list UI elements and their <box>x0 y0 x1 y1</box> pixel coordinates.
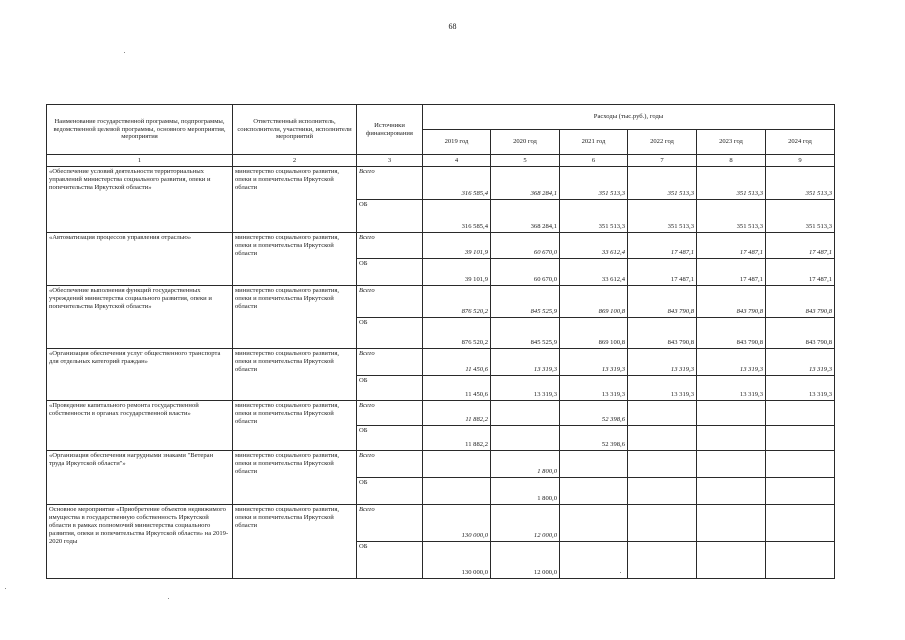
ob-value: 52 398,6 <box>560 426 628 451</box>
column-number: 5 <box>491 155 560 167</box>
total-value: 13 319,3 <box>628 349 697 376</box>
ob-value: 13 319,3 <box>491 376 560 401</box>
source-ob-label: ОБ <box>357 200 423 233</box>
ob-value: 33 612,4 <box>560 259 628 286</box>
ob-value: 11 882,2 <box>423 426 491 451</box>
column-number: 2 <box>233 155 357 167</box>
source-total-label: Всего <box>357 451 423 478</box>
ob-value <box>697 542 766 579</box>
total-value: 368 284,1 <box>491 167 560 200</box>
column-number: 4 <box>423 155 491 167</box>
ob-value: 843 790,8 <box>766 318 835 349</box>
total-value <box>628 451 697 478</box>
header-year: 2019 год <box>423 130 491 155</box>
column-number: 6 <box>560 155 628 167</box>
total-value: 876 520,2 <box>423 286 491 318</box>
total-value: 351 513,3 <box>628 167 697 200</box>
ob-value <box>628 478 697 505</box>
ob-value <box>560 478 628 505</box>
ob-value: 351 513,3 <box>628 200 697 233</box>
measure-name: Основное мероприятие «Приобретение объектов недвижимого имущества в государственную собственность Иркутской области в рамках полномочий министерства социального развития, опеки и попечительства Иркутской области» на 2019-2020 годы <box>47 505 233 579</box>
source-total-label: Всего <box>357 233 423 259</box>
table-row <box>47 401 835 426</box>
total-value: 17 487,1 <box>697 233 766 259</box>
measure-executor: министерство социального развития, опеки и попечительства Иркутской области <box>233 167 357 233</box>
measure-name: «Организация обеспечения нагрудными знаками "Ветеран труда Иркутской области"» <box>47 451 233 505</box>
ob-value: 845 525,9 <box>491 318 560 349</box>
measure-name: «Обеспечение условий деятельности территориальных управлений министерства социального развития, опеки и попечительства Иркутской области» <box>47 167 233 233</box>
source-ob-label: ОБ <box>357 478 423 505</box>
source-ob-label: ОБ <box>357 318 423 349</box>
total-value: 39 101,9 <box>423 233 491 259</box>
source-ob-label: ОБ <box>357 542 423 579</box>
measure-executor: министерство социального развития, опеки и попечительства Иркутской области <box>233 401 357 451</box>
ob-value <box>628 426 697 451</box>
ob-value: 13 319,3 <box>697 376 766 401</box>
total-value: 33 612,4 <box>560 233 628 259</box>
ob-value: 13 319,3 <box>628 376 697 401</box>
source-ob-label: ОБ <box>357 259 423 286</box>
ob-value: 368 284,1 <box>491 200 560 233</box>
header-year: 2020 год <box>491 130 560 155</box>
total-value <box>423 451 491 478</box>
source-total-label: Всего <box>357 286 423 318</box>
source-total-label: Всего <box>357 167 423 200</box>
ob-value: 11 450,6 <box>423 376 491 401</box>
total-value <box>560 505 628 542</box>
ob-value <box>423 478 491 505</box>
total-value <box>491 401 560 426</box>
header-year: 2023 год <box>697 130 766 155</box>
total-value <box>628 401 697 426</box>
table-row <box>47 505 835 542</box>
total-value: 12 000,0 <box>491 505 560 542</box>
total-value <box>628 505 697 542</box>
total-value: 351 513,3 <box>560 167 628 200</box>
total-value: 316 585,4 <box>423 167 491 200</box>
header-name: Наименование государственной программы, подпрограммы, ведомственной целевой программы, основного мероприятия, мероприятия <box>47 105 233 155</box>
ob-value <box>628 542 697 579</box>
total-value: 845 525,9 <box>491 286 560 318</box>
scan-speck <box>168 598 169 599</box>
column-number: 9 <box>766 155 835 167</box>
ob-value: 351 513,3 <box>697 200 766 233</box>
measure-name: «Проведение капитального ремонта государственной собственности в органах государственной власти» <box>47 401 233 451</box>
header-expenses: Расходы (тыс.руб.), годы <box>423 105 835 130</box>
measure-executor: министерство социального развития, опеки и попечительства Иркутской области <box>233 286 357 349</box>
ob-value: 1 800,0 <box>491 478 560 505</box>
total-value: 843 790,8 <box>697 286 766 318</box>
scan-speck <box>5 588 6 589</box>
total-value <box>697 401 766 426</box>
total-value <box>766 505 835 542</box>
total-value: 11 882,2 <box>423 401 491 426</box>
total-value: 17 487,1 <box>766 233 835 259</box>
ob-value: 17 487,1 <box>697 259 766 286</box>
column-numbers-row <box>47 155 835 167</box>
ob-value <box>766 542 835 579</box>
ob-value: 876 520,2 <box>423 318 491 349</box>
total-value: 17 487,1 <box>628 233 697 259</box>
measure-executor: министерство социального развития, опеки и попечительства Иркутской области <box>233 233 357 286</box>
page-number: 68 <box>448 22 457 31</box>
ob-value <box>766 426 835 451</box>
header-source: Источники финансирования <box>357 105 423 155</box>
ob-value: 130 000,0 <box>423 542 491 579</box>
ob-value: 13 319,3 <box>560 376 628 401</box>
total-value <box>697 505 766 542</box>
table-row <box>47 167 835 200</box>
total-value: 11 450,6 <box>423 349 491 376</box>
total-value: 351 513,3 <box>766 167 835 200</box>
ob-value: 351 513,3 <box>766 200 835 233</box>
total-value: 13 319,3 <box>491 349 560 376</box>
ob-value <box>560 542 628 579</box>
table-row <box>47 349 835 376</box>
scan-speck <box>620 572 621 573</box>
scan-speck <box>124 52 125 53</box>
measure-name: «Организация обеспечения услуг общественного транспорта для отдельных категорий граждан» <box>47 349 233 401</box>
measure-executor: министерство социального развития, опеки и попечительства Иркутской области <box>233 451 357 505</box>
ob-value <box>697 478 766 505</box>
column-number: 8 <box>697 155 766 167</box>
source-total-label: Всего <box>357 401 423 426</box>
source-total-label: Всего <box>357 349 423 376</box>
header-row <box>47 105 835 130</box>
ob-value <box>766 478 835 505</box>
total-value: 13 319,3 <box>697 349 766 376</box>
ob-value: 12 000,0 <box>491 542 560 579</box>
total-value: 843 790,8 <box>766 286 835 318</box>
total-value <box>697 451 766 478</box>
total-value: 130 000,0 <box>423 505 491 542</box>
total-value: 351 513,3 <box>697 167 766 200</box>
total-value: 52 398,6 <box>560 401 628 426</box>
ob-value <box>697 426 766 451</box>
header-year: 2022 год <box>628 130 697 155</box>
ob-value: 17 487,1 <box>766 259 835 286</box>
total-value <box>766 401 835 426</box>
ob-value: 60 670,0 <box>491 259 560 286</box>
table-row <box>47 233 835 259</box>
ob-value: 13 319,3 <box>766 376 835 401</box>
column-number: 3 <box>357 155 423 167</box>
total-value: 843 790,8 <box>628 286 697 318</box>
ob-value: 17 487,1 <box>628 259 697 286</box>
measure-name: «Автоматизация процессов управления отраслью» <box>47 233 233 286</box>
table-row <box>47 451 835 478</box>
header-year: 2021 год <box>560 130 628 155</box>
total-value: 13 319,3 <box>560 349 628 376</box>
ob-value: 869 100,8 <box>560 318 628 349</box>
column-number: 1 <box>47 155 233 167</box>
source-ob-label: ОБ <box>357 376 423 401</box>
source-ob-label: ОБ <box>357 426 423 451</box>
ob-value: 351 513,3 <box>560 200 628 233</box>
header-executor: Ответственный исполнитель, соисполнители, участники, исполнители мероприятий <box>233 105 357 155</box>
measure-name: «Обеспечение выполнения функций государственных учреждений министерства социального развития, опеки и попечительства Иркутской области» <box>47 286 233 349</box>
ob-value: 39 101,9 <box>423 259 491 286</box>
measure-executor: министерство социального развития, опеки и попечительства Иркутской области <box>233 505 357 579</box>
ob-value: 843 790,8 <box>628 318 697 349</box>
column-number: 7 <box>628 155 697 167</box>
total-value <box>766 451 835 478</box>
total-value: 60 670,0 <box>491 233 560 259</box>
ob-value: 843 790,8 <box>697 318 766 349</box>
table-row <box>47 286 835 318</box>
measure-executor: министерство социального развития, опеки и попечительства Иркутской области <box>233 349 357 401</box>
ob-value <box>491 426 560 451</box>
ob-value: 316 585,4 <box>423 200 491 233</box>
total-value <box>560 451 628 478</box>
total-value: 1 800,0 <box>491 451 560 478</box>
header-year: 2024 год <box>766 130 835 155</box>
total-value: 869 100,8 <box>560 286 628 318</box>
source-total-label: Всего <box>357 505 423 542</box>
total-value: 13 319,3 <box>766 349 835 376</box>
budget-table <box>46 104 835 579</box>
